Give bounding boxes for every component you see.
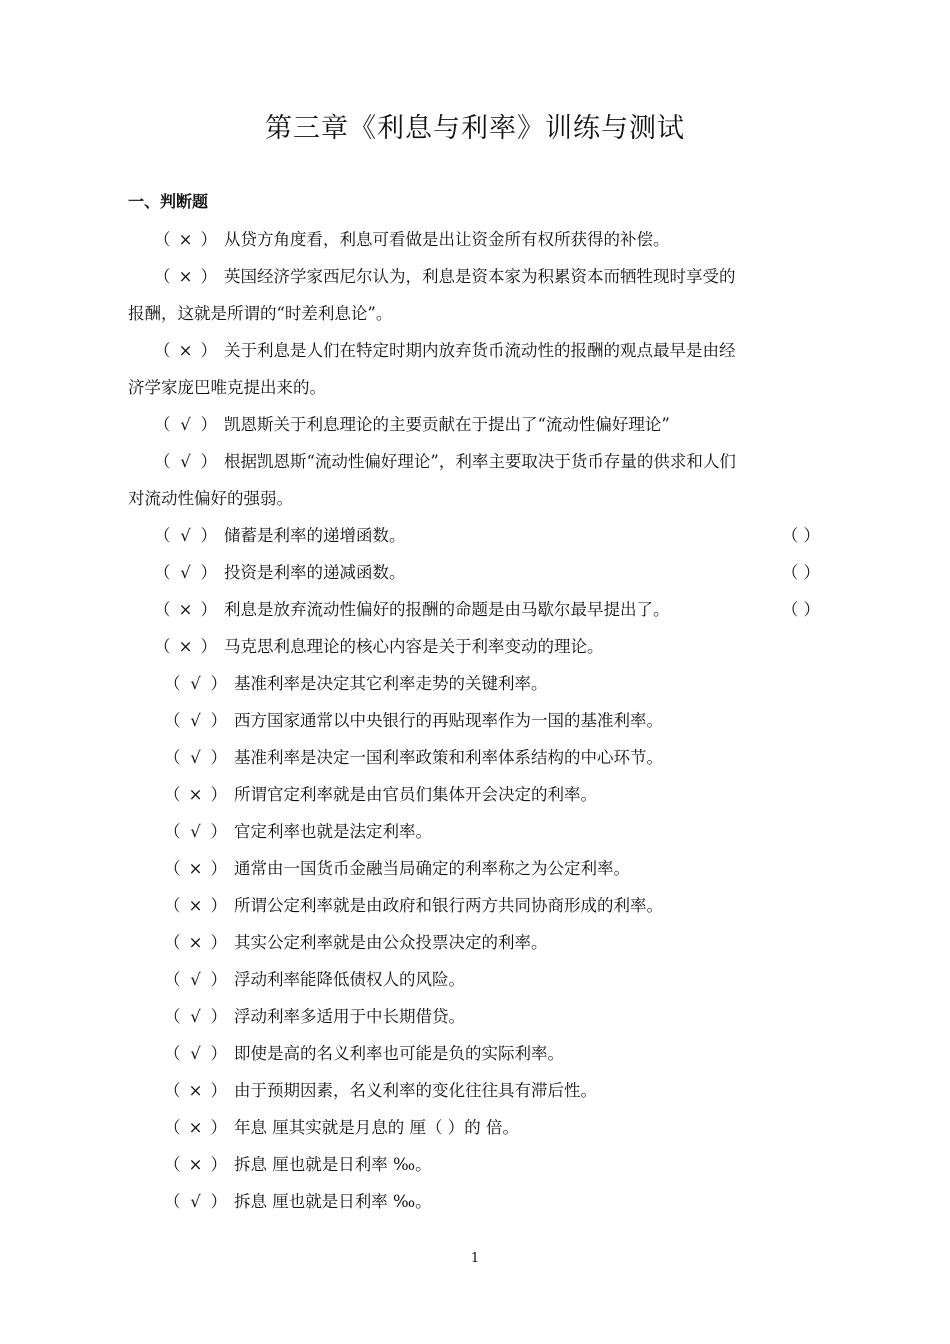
question-item (128, 1035, 828, 1072)
question-line (128, 443, 828, 480)
cross-mark-icon: × (178, 230, 193, 249)
answer-mark: （ √ ） (164, 813, 234, 850)
check-mark-icon: √ (190, 674, 201, 693)
question-text: 马克思利息理论的核心内容是关于利率变动的理论。 (224, 637, 604, 656)
page-number: 1 (470, 1251, 480, 1266)
question-line (128, 406, 828, 443)
question-text: 储蓄是利率的递增函数。 (224, 526, 406, 545)
question-item (128, 221, 828, 258)
question-line (128, 517, 828, 554)
question-text: 凯恩斯关于利息理论的主要贡献在于提出了“流动性偏好理论” (224, 415, 670, 434)
question-line (128, 702, 828, 739)
answer-mark: （ × ） (164, 850, 234, 887)
question-line (128, 1035, 828, 1072)
cross-mark-icon: × (188, 1155, 203, 1174)
cross-mark-icon: × (178, 600, 193, 619)
question-item (128, 924, 828, 961)
question-text: 济学家庞巴唯克提出来的。 (128, 378, 326, 397)
question-item (128, 591, 828, 628)
question-text: 所谓官定利率就是由官员们集体开会决定的利率。 (234, 785, 597, 804)
question-text: 报酬，这就是所谓的“时差利息论”。 (128, 304, 393, 323)
question-text: 拆息 厘也就是日利率 ‰。 (234, 1192, 432, 1211)
question-item (128, 628, 828, 665)
answer-mark: （ √ ） (154, 554, 224, 591)
check-mark-icon: √ (190, 1192, 201, 1211)
cross-mark-icon: × (178, 267, 193, 286)
question-text: 基准利率是决定其它利率走势的关键利率。 (234, 674, 548, 693)
question-line (128, 221, 828, 258)
question-text: 关于利息是人们在特定时期内放弃货币流动性的报酬的观点最早是由经 (224, 341, 736, 360)
question-text: 投资是利率的递减函数。 (224, 563, 406, 582)
trailing-blank-parentheses: （ ） (781, 600, 820, 619)
question-item (128, 702, 828, 739)
question-item (128, 406, 828, 443)
answer-mark: （ √ ） (154, 517, 224, 554)
question-line (128, 739, 828, 776)
question-continuation-line (128, 369, 828, 406)
question-line (128, 554, 828, 591)
question-text: 英国经济学家西尼尔认为，利息是资本家为积累资本而牺牲现时享受的 (224, 267, 736, 286)
answer-mark: （ √ ） (164, 961, 234, 998)
question-item (128, 887, 828, 924)
answer-mark: （ × ） (164, 776, 234, 813)
answer-mark: （ × ） (154, 258, 224, 295)
question-continuation-line (128, 480, 828, 517)
question-item (128, 1146, 828, 1183)
question-item (128, 776, 828, 813)
question-line (128, 591, 828, 628)
question-item (128, 443, 828, 517)
question-text: 西方国家通常以中央银行的再贴现率作为一国的基准利率。 (234, 711, 663, 730)
question-text: 浮动利率能降低债权人的风险。 (234, 970, 465, 989)
answer-mark: （ × ） (164, 887, 234, 924)
check-mark-icon: √ (180, 452, 191, 471)
question-continuation-line (128, 295, 828, 332)
question-text: 利息是放弃流动性偏好的报酬的命题是由马歇尔最早提出了。 (224, 600, 670, 619)
question-text: 年息 厘其实就是月息的 厘（ ）的 倍。 (234, 1118, 519, 1137)
question-line (128, 1109, 828, 1146)
question-item (128, 1109, 828, 1146)
answer-mark: （ √ ） (164, 702, 234, 739)
question-text: 浮动利率多适用于中长期借贷。 (234, 1007, 465, 1026)
question-text: 通常由一国货币金融当局确定的利率称之为公定利率。 (234, 859, 630, 878)
check-mark-icon: √ (190, 1044, 201, 1063)
question-text: 其实公定利率就是由公众投票决定的利率。 (234, 933, 548, 952)
question-item (128, 517, 828, 554)
question-item (128, 332, 828, 406)
check-mark-icon: √ (190, 1007, 201, 1026)
answer-mark: （ × ） (154, 221, 224, 258)
question-item (128, 1183, 828, 1220)
question-item (128, 554, 828, 591)
question-text: 基准利率是决定一国利率政策和利率体系结构的中心环节。 (234, 748, 663, 767)
question-text: 从贷方角度看，利息可看做是出让资金所有权所获得的补偿。 (224, 230, 670, 249)
question-line (128, 924, 828, 961)
check-mark-icon: √ (190, 748, 201, 767)
question-item (128, 961, 828, 998)
cross-mark-icon: × (188, 933, 203, 952)
question-item (128, 1072, 828, 1109)
section-heading: 一、判断题 (128, 192, 209, 211)
check-mark-icon: √ (180, 526, 191, 545)
question-item (128, 665, 828, 702)
question-line (128, 776, 828, 813)
question-item (128, 813, 828, 850)
question-item (128, 850, 828, 887)
answer-mark: （ √ ） (164, 1183, 234, 1220)
answer-mark: （ √ ） (164, 665, 234, 702)
question-line (128, 1146, 828, 1183)
document-title: 第三章《利息与利率》训练与测试 (265, 113, 685, 144)
question-text: 由于预期因素，名义利率的变化往往具有滞后性。 (234, 1081, 597, 1100)
question-line (128, 1072, 828, 1109)
question-text: 拆息 厘也就是日利率 ‰。 (234, 1155, 432, 1174)
check-mark-icon: √ (190, 822, 201, 841)
judgment-question-list (128, 221, 828, 1220)
answer-mark: （ × ） (154, 628, 224, 665)
check-mark-icon: √ (180, 415, 191, 434)
check-mark-icon: √ (180, 563, 191, 582)
question-text: 所谓公定利率就是由政府和银行两方共同协商形成的利率。 (234, 896, 663, 915)
answer-mark: （ √ ） (164, 1035, 234, 1072)
question-line (128, 850, 828, 887)
question-line (128, 628, 828, 665)
cross-mark-icon: × (178, 637, 193, 656)
cross-mark-icon: × (178, 341, 193, 360)
check-mark-icon: √ (190, 711, 201, 730)
answer-mark: （ √ ） (154, 443, 224, 480)
answer-mark: （ × ） (164, 924, 234, 961)
question-line (128, 258, 828, 295)
question-line (128, 332, 828, 369)
cross-mark-icon: × (188, 896, 203, 915)
cross-mark-icon: × (188, 785, 203, 804)
question-text: 官定利率也就是法定利率。 (234, 822, 432, 841)
question-line (128, 1183, 828, 1220)
cross-mark-icon: × (188, 859, 203, 878)
answer-mark: （ √ ） (164, 998, 234, 1035)
answer-mark: （ × ） (154, 332, 224, 369)
question-item (128, 258, 828, 332)
question-text: 即使是高的名义利率也可能是负的实际利率。 (234, 1044, 564, 1063)
question-item (128, 998, 828, 1035)
answer-mark: （ √ ） (164, 739, 234, 776)
question-text: 根据凯恩斯“流动性偏好理论”，利率主要取决于货币存量的供求和人们 (224, 452, 736, 471)
question-line (128, 813, 828, 850)
question-line (128, 665, 828, 702)
answer-mark: （ √ ） (154, 406, 224, 443)
question-text: 对流动性偏好的强弱。 (128, 489, 293, 508)
answer-mark: （ × ） (164, 1146, 234, 1183)
question-line (128, 887, 828, 924)
question-line (128, 961, 828, 998)
answer-mark: （ × ） (154, 591, 224, 628)
trailing-blank-parentheses: （ ） (781, 526, 820, 545)
cross-mark-icon: × (188, 1081, 203, 1100)
answer-mark: （ × ） (164, 1109, 234, 1146)
question-line (128, 998, 828, 1035)
cross-mark-icon: × (188, 1118, 203, 1137)
check-mark-icon: √ (190, 970, 201, 989)
trailing-blank-parentheses: （ ） (781, 563, 820, 582)
answer-mark: （ × ） (164, 1072, 234, 1109)
question-item (128, 739, 828, 776)
